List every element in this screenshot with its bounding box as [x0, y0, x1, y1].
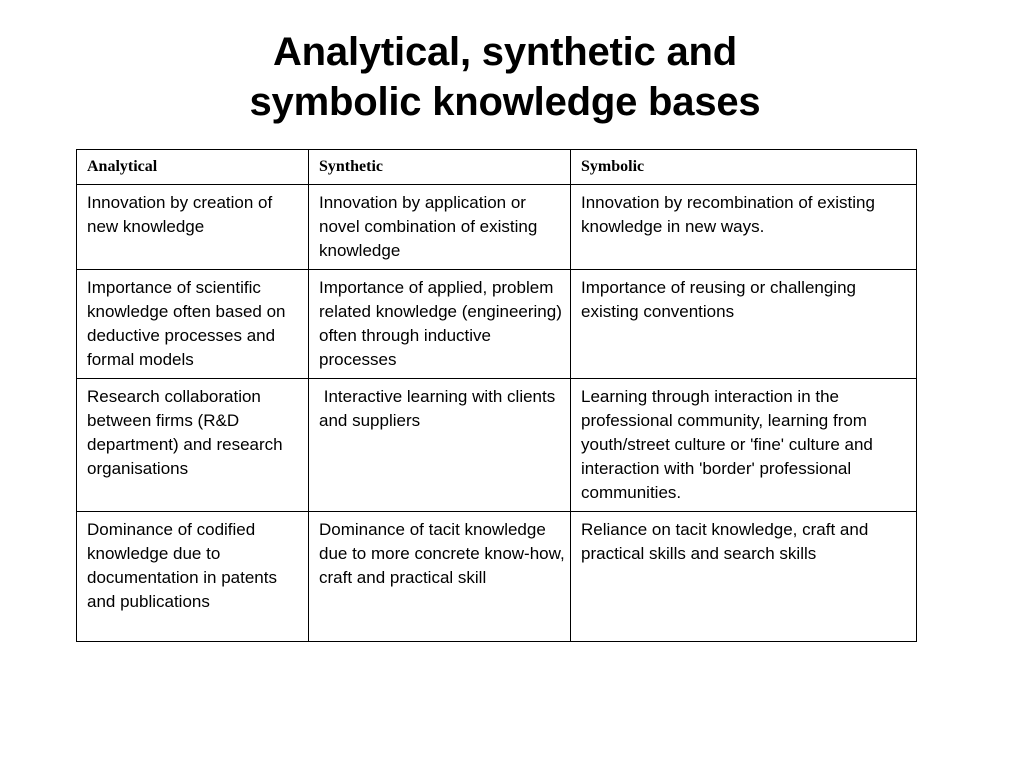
slide-title-line-1: Analytical, synthetic and	[272, 29, 738, 74]
table-cell-analytical: Innovation by creation of new knowledge	[77, 185, 309, 270]
header-synthetic: Synthetic	[309, 150, 571, 185]
table-cell-synthetic: Innovation by application or novel combination of existing knowledge	[309, 185, 571, 270]
table-row	[77, 185, 917, 270]
table-row	[77, 512, 917, 642]
knowledge-bases-table	[76, 149, 917, 642]
header-analytical: Analytical	[77, 150, 309, 185]
table-header-row	[77, 150, 917, 185]
table-cell-analytical: Importance of scientific knowledge often based on deductive processes and formal models	[77, 270, 309, 379]
table-cell-symbolic: Innovation by recombination of existing knowledge in new ways.	[571, 185, 917, 270]
table-row	[77, 270, 917, 379]
table-cell-symbolic: Learning through interaction in the professional community, learning from youth/street culture or 'fine' culture and interaction with 'border' professional communities.	[571, 379, 917, 512]
table-cell-symbolic: Reliance on tacit knowledge, craft and practical skills and search skills	[571, 512, 917, 642]
table-cell-symbolic: Importance of reusing or challenging existing conventions	[571, 270, 917, 379]
table-cell-analytical: Research collaboration between firms (R&D department) and research organisations	[77, 379, 309, 512]
table-cell-synthetic: Dominance of tacit knowledge due to more concrete know-how, craft and practical skill	[309, 512, 571, 642]
slide-title	[0, 27, 1010, 127]
slide-title-line-2: symbolic knowledge bases	[249, 79, 761, 124]
table-cell-synthetic: Interactive learning with clients and suppliers	[309, 379, 571, 512]
table-row	[77, 379, 917, 512]
table-cell-synthetic: Importance of applied, problem related knowledge (engineering) often through inductive processes	[309, 270, 571, 379]
header-symbolic: Symbolic	[571, 150, 917, 185]
table-cell-analytical: Dominance of codified knowledge due to documentation in patents and publications	[77, 512, 309, 642]
